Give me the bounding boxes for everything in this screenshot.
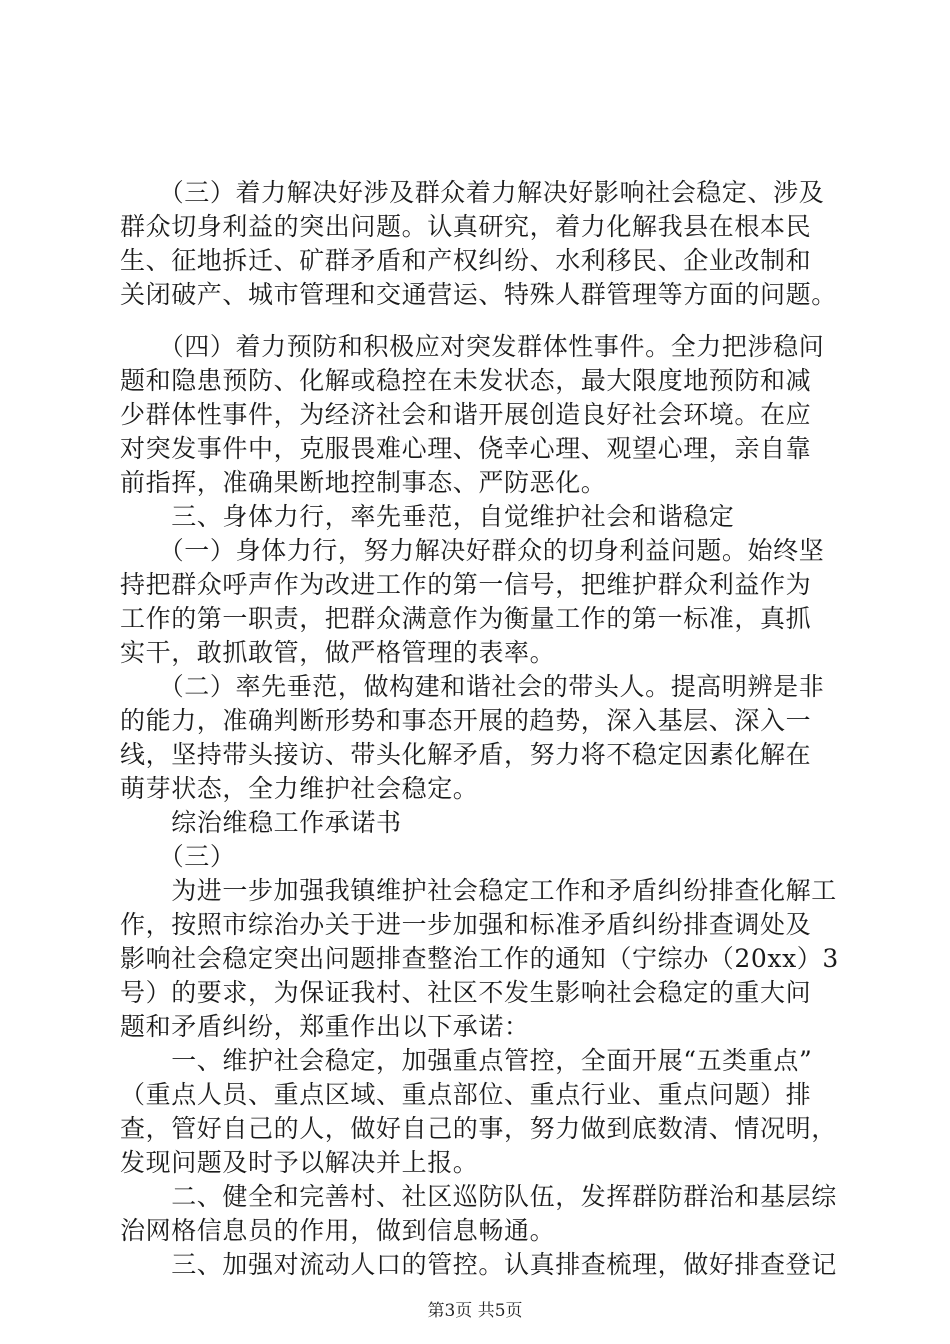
text-line: 生、征地拆迁、矿群矛盾和产权纠纷、水利移民、企业改制和 [120,246,812,275]
text-line: 少群体性事件，为经济社会和谐开展创造良好社会环境。在应 [120,400,812,429]
page-number-footer: 第3页 共5页 [427,1301,523,1321]
text-line: 号）的要求，为保证我村、社区不发生影响社会稳定的重大问 [120,978,812,1007]
text-line: 作，按照市综治办关于进一步加强和标准矛盾纠纷排查调处及 [120,910,812,939]
text-line: （三）着力解决好涉及群众着力解决好影响社会稳定、涉及 [120,178,825,207]
text-line: 线，坚持带头接访、带头化解矛盾，努力将不稳定因素化解在 [120,740,812,769]
text-line: 对突发事件中，克服畏难心理、侥幸心理、观望心理，亲自靠 [120,434,812,463]
text-line: 工作的第一职责，把群众满意作为衡量工作的第一标准，真抓 [120,604,812,633]
text-line: 的能力，准确判断形势和事态开展的趋势，深入基层、深入一 [120,706,812,735]
text-line: （四）着力预防和积极应对突发群体性事件。全力把涉稳问 [120,332,825,361]
text-line: 关闭破产、城市管理和交通营运、特殊人群管理等方面的问题。 [120,280,837,309]
text-line: 群众切身利益的突出问题。认真研究，着力化解我县在根本民 [120,212,812,241]
text-line: 二、健全和完善村、社区巡防队伍，发挥群防群治和基层综 [120,1182,837,1211]
text-line: 一、维护社会稳定，加强重点管控，全面开展“五类重点” [120,1046,813,1075]
text-line: （一）身体力行，努力解决好群众的切身利益问题。始终坚 [120,536,825,565]
text-line: （二）率先垂范，做构建和谐社会的带头人。提高明辨是非 [120,672,825,701]
text-line: 发现问题及时予以解决并上报。 [120,1148,479,1177]
text-line: 治网格信息员的作用，做到信息畅通。 [120,1216,556,1245]
document-subtitle: （三） [120,842,236,871]
text-line: 为进一步加强我镇维护社会稳定工作和矛盾纠纷排查化解工 [120,876,837,905]
text-line: 影响社会稳定突出问题排查整治工作的通知（宁综办（20xx）3 [120,944,839,973]
document-title: 综治维稳工作承诺书 [120,808,402,837]
text-line: 题和隐患预防、化解或稳控在未发状态，最大限度地预防和减 [120,366,812,395]
text-line: 查，管好自己的人，做好自己的事，努力做到底数清、情况明， [120,1114,837,1143]
section-heading: 三、身体力行，率先垂范，自觉维护社会和谐稳定 [120,502,735,531]
text-line: （重点人员、重点区域、重点部位、重点行业、重点问题）排 [120,1080,812,1109]
text-line: 题和矛盾纠纷，郑重作出以下承诺： [120,1012,530,1041]
text-line: 萌芽状态，全力维护社会稳定。 [120,774,479,803]
text-line: 三、加强对流动人口的管控。认真排查梳理，做好排查登记 [120,1250,837,1279]
text-line: 实干，敢抓敢管，做严格管理的表率。 [120,638,556,667]
text-line: 持把群众呼声作为改进工作的第一信号，把维护群众利益作为 [120,570,812,599]
text-line: 前指挥，准确果断地控制事态、严防恶化。 [120,468,607,497]
